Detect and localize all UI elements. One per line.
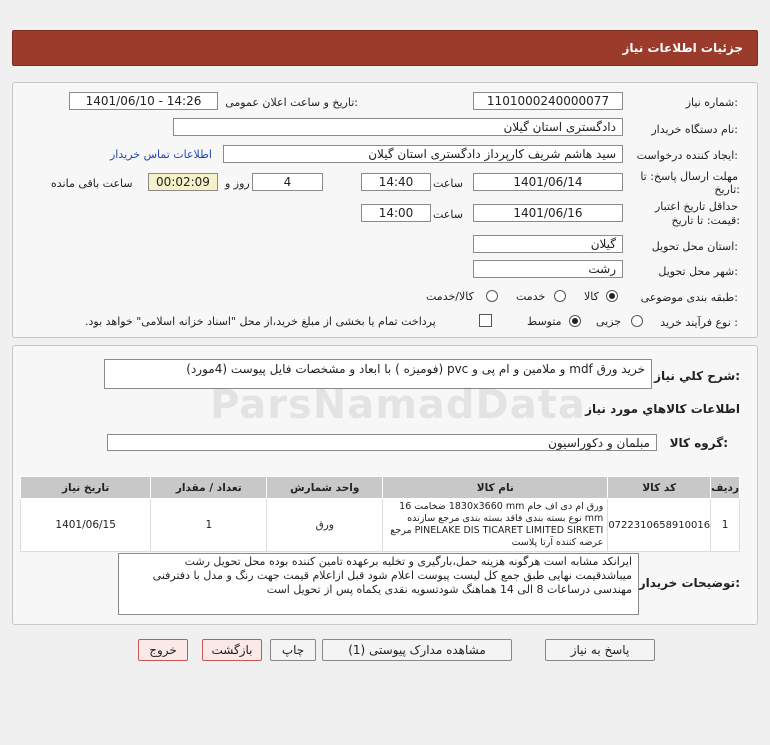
purchase-radio-medium[interactable] xyxy=(569,315,581,327)
category-label: طبقه بندی موضوعی: xyxy=(640,291,738,304)
category-option-both: کالا/خدمت xyxy=(426,290,474,303)
page-header xyxy=(12,30,758,66)
table-row xyxy=(21,499,740,552)
buyer-org-field: دادگستری استان گیلان xyxy=(173,118,623,136)
validity-date-field: 1401/06/16 xyxy=(473,204,623,222)
cell-date: 1401/06/15 xyxy=(21,499,151,552)
goods-group-field: مبلمان و دکوراسیون xyxy=(107,434,657,451)
category-radio-both[interactable] xyxy=(486,290,498,302)
city-field: رشت xyxy=(473,260,623,278)
goods-section-title: اطلاعات کالاهاي مورد نياز xyxy=(585,402,740,416)
view-documents-button[interactable]: مشاهده مدارک پیوستی (1) xyxy=(322,639,512,661)
reply-deadline-label: مهلت ارسال پاسخ: تا xyxy=(640,170,738,183)
category-radio-service[interactable] xyxy=(554,290,566,302)
need-number-label: شماره نیاز: xyxy=(685,96,738,109)
treasury-checkbox[interactable] xyxy=(479,314,492,327)
cell-code: 0722310658910016 xyxy=(608,499,711,552)
goods-group-label: گروه کالا: xyxy=(669,436,728,450)
validity-label-2: قیمت: تا تاریخ: xyxy=(671,214,740,227)
buyer-notes-label: توضیحات خریدار: xyxy=(638,576,740,590)
reply-days-field: 4 xyxy=(252,173,323,191)
announce-label: تاریخ و ساعت اعلان عمومی: xyxy=(225,96,358,109)
category-option-service: خدمت xyxy=(516,290,546,303)
cell-qty: 1 xyxy=(151,499,267,552)
city-label: شهر محل تحویل: xyxy=(658,265,738,278)
reply-date-field: 1401/06/14 xyxy=(473,173,623,191)
back-button[interactable]: بازگشت xyxy=(202,639,262,661)
requester-label: ایجاد کننده درخواست: xyxy=(636,149,738,162)
days-label: روز و xyxy=(225,177,250,190)
category-option-goods: کالا xyxy=(584,290,599,303)
province-label: استان محل تحویل: xyxy=(651,240,738,253)
announce-field: 1401/06/10 - 14:26 xyxy=(69,92,218,110)
purchase-option-medium: متوسط xyxy=(527,315,562,328)
purchase-type-label: نوع فرآیند خرید : xyxy=(660,316,738,329)
validity-time-field: 14:00 xyxy=(361,204,431,222)
exit-button[interactable]: خروج xyxy=(138,639,188,661)
treasury-note: پرداخت تمام یا بخشی از مبلغ خرید،از محل "اسناد خزانه اسلامی" خواهد بود. xyxy=(85,315,436,328)
buyer-org-label: نام دستگاه خریدار: xyxy=(651,123,738,136)
reply-time-field: 14:40 xyxy=(361,173,431,191)
purchase-radio-minor[interactable] xyxy=(631,315,643,327)
remaining-time-field: 00:02:09 xyxy=(148,173,218,191)
items-table xyxy=(20,476,740,552)
purchase-option-minor: جزیی xyxy=(596,315,622,328)
reply-deadline-label-2: تاریخ: xyxy=(714,183,740,196)
category-radio-goods[interactable] xyxy=(606,290,618,302)
buyer-contact-link[interactable]: اطلاعات تماس خریدار xyxy=(110,148,212,161)
cell-name: ورق ام دی اف خام 1830x3660 mm ضخامت 16 mm نوع بسته بندی فاقد بسته بندی مرجع سازنده PINELAKE DIS TICARET LIMITED SIRKETI مرجع عرضه کننده آرتا پلاست xyxy=(383,499,608,552)
province-field: گیلان xyxy=(473,235,623,253)
validity-time-label: ساعت xyxy=(433,208,463,221)
remaining-label: ساعت باقی مانده xyxy=(51,177,133,190)
th-qty: تعداد / مقدار xyxy=(151,477,267,499)
requester-field: سید هاشم شریف کارپرداز دادگستری استان گیلان xyxy=(223,145,623,163)
summary-field: خرید ورق mdf و ملامین و ام پی و pvc (فومیزه ) با ابعاد و مشخصات فایل پیوست (4مورد) xyxy=(104,359,652,389)
th-unit: واحد شمارش xyxy=(267,477,383,499)
table-header-row xyxy=(21,477,740,499)
reply-button[interactable]: پاسخ به نیاز xyxy=(545,639,655,661)
summary-label: شرح کلي نياز: xyxy=(654,369,740,383)
print-button[interactable]: چاپ xyxy=(270,639,316,661)
need-number-field: 1101000240000077 xyxy=(473,92,623,110)
reply-time-label: ساعت xyxy=(433,177,463,190)
th-name: نام کالا xyxy=(383,477,608,499)
th-row: ردیف xyxy=(711,477,740,499)
cell-row: 1 xyxy=(711,499,740,552)
validity-label: حداقل تاریخ اعتبار xyxy=(654,200,738,213)
cell-unit: ورق xyxy=(267,499,383,552)
th-code: کد کالا xyxy=(608,477,711,499)
buyer-notes-field: ایرانکد مشابه است هرگونه هزینه حمل،بارگیری و تخلیه برعهده تامین کننده بوده محل تحویل رشت میباشدقیمت نهایی طبق جمع کل لیست پیوست اعلام شود قبل ازاعلام قیمت جهت رنگ و مدل با دفترفنی مهندسی درساعات 8 الی 14 هماهنگ شودتسویه نقدی یکماه پس از تحویل است xyxy=(118,553,639,615)
page-title: جزئیات اطلاعات نیاز xyxy=(622,41,743,55)
th-date: تاریخ نیاز xyxy=(21,477,151,499)
